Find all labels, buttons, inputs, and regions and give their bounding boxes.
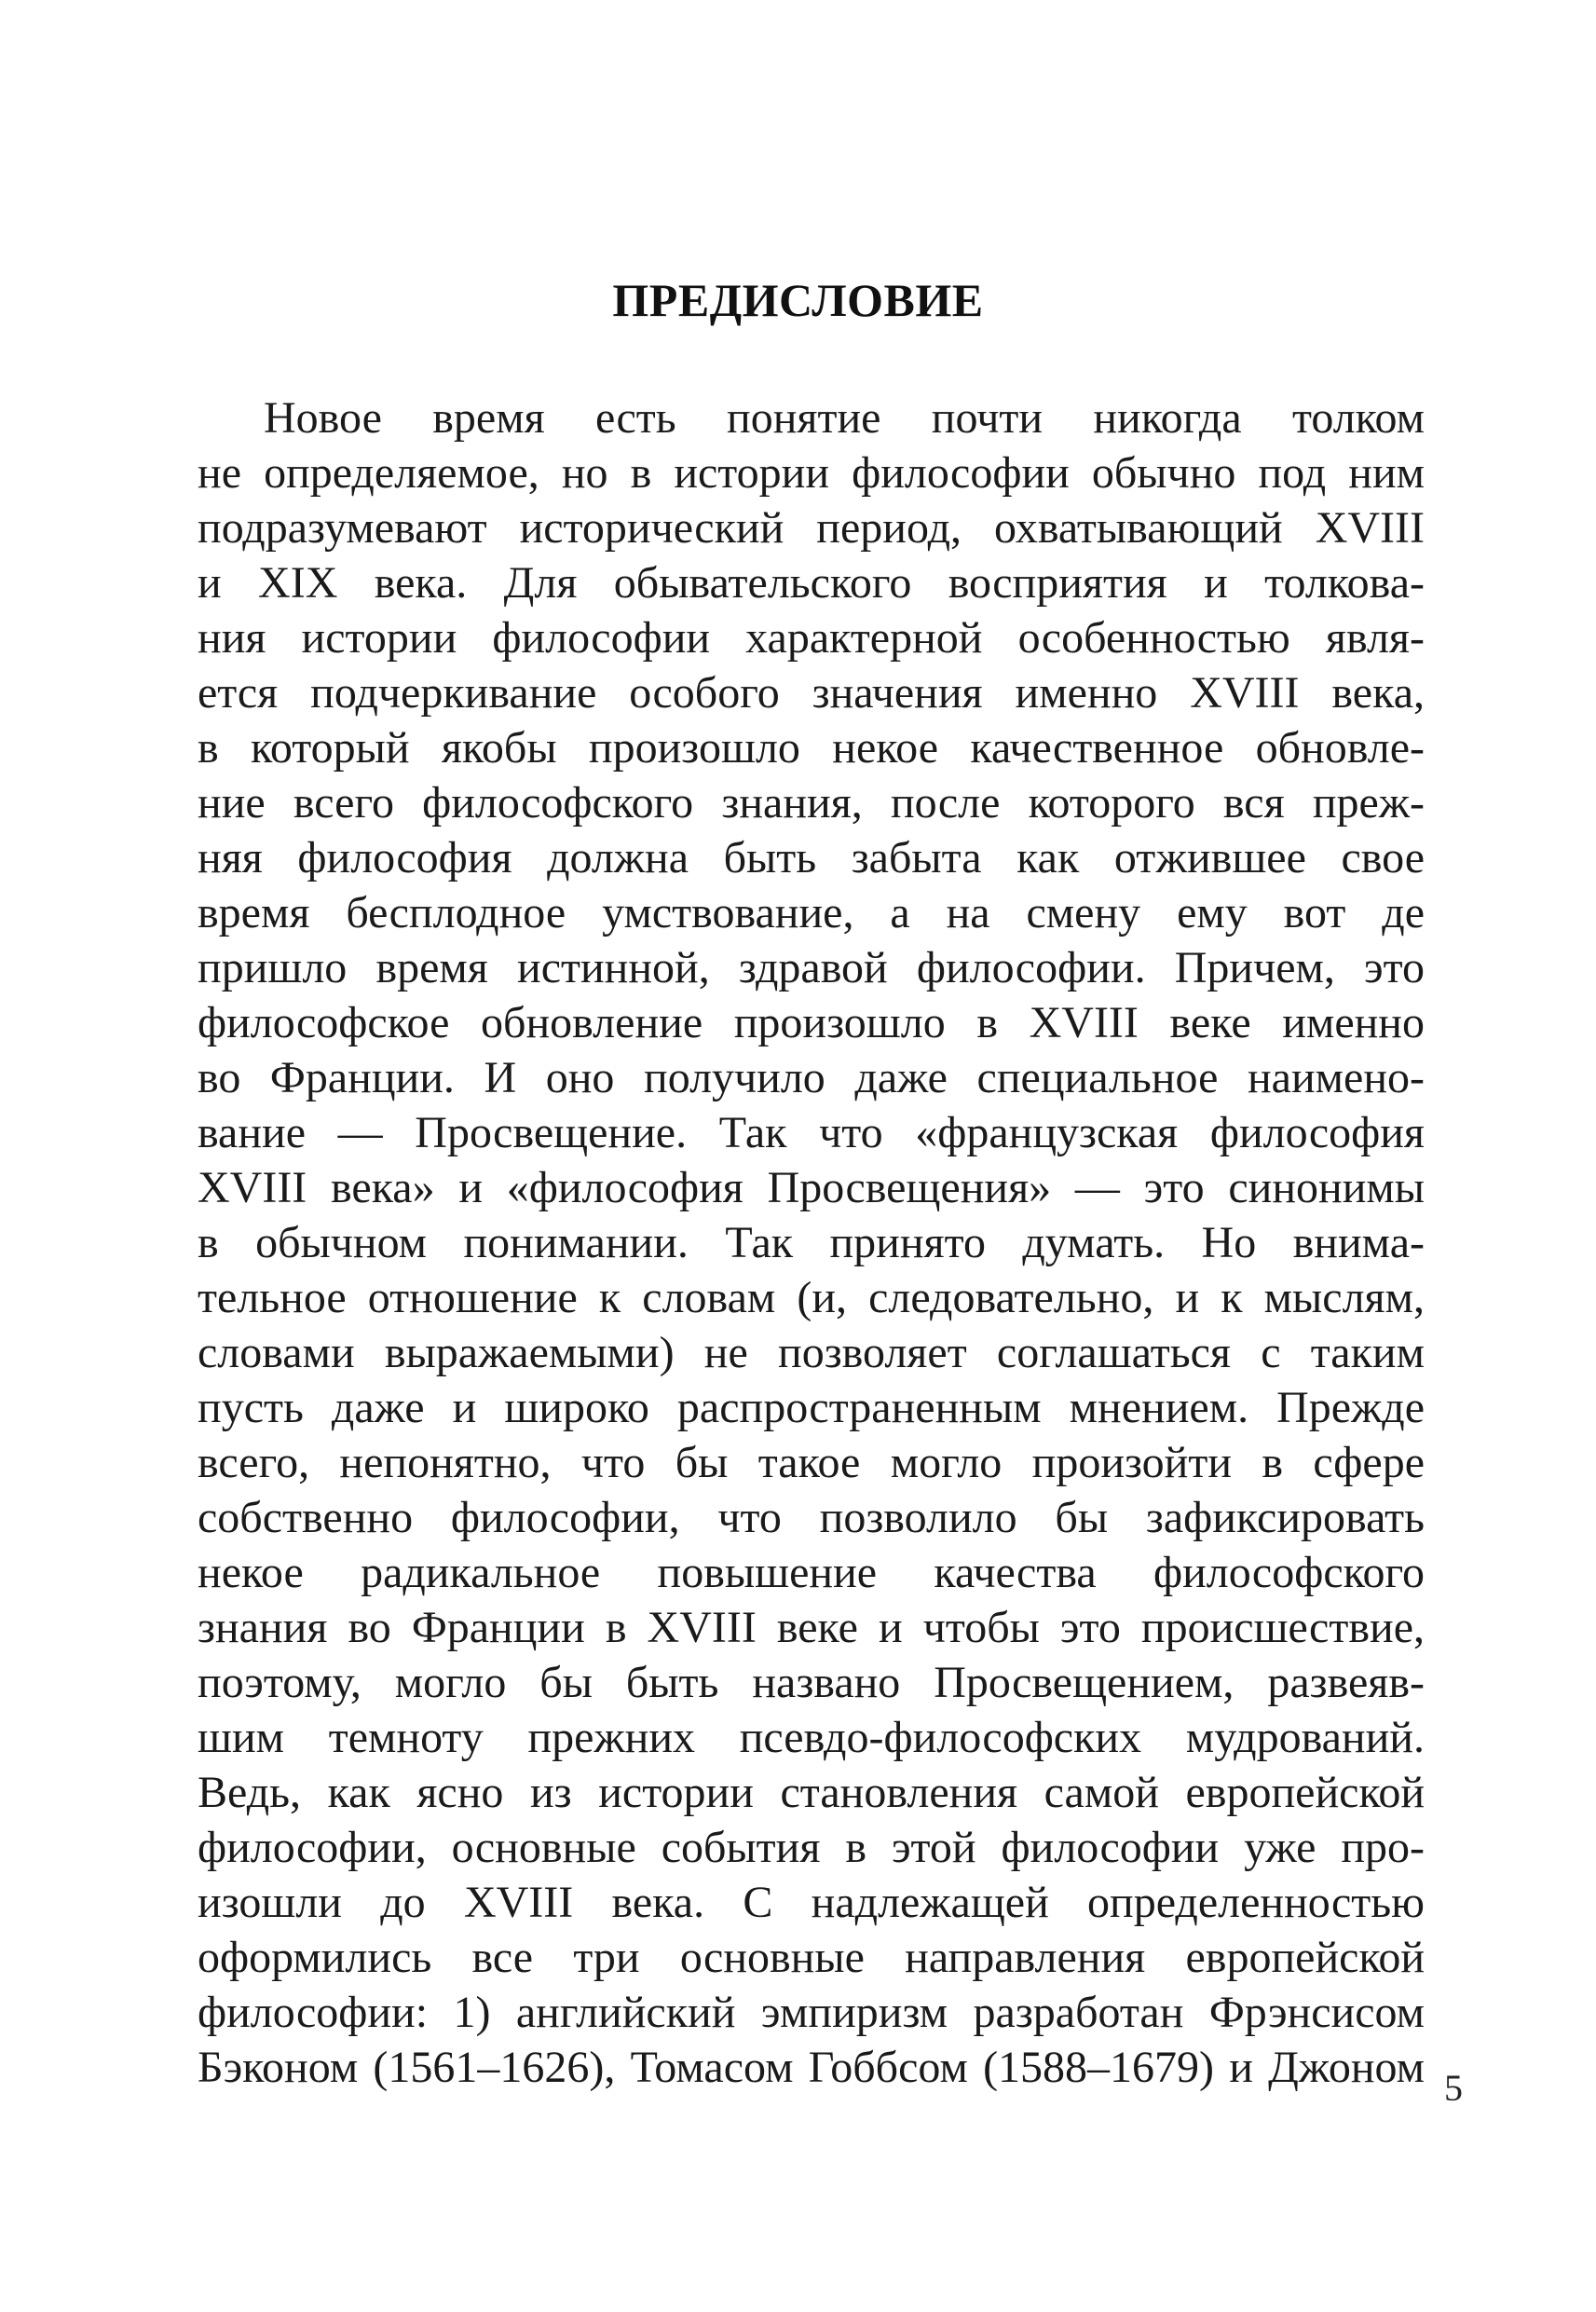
text-line: философское обновление произошло в XVIII веке именно (198, 998, 1425, 1047)
text-line: вание — Просвещение. Так что «французская философия (198, 1108, 1425, 1157)
text-line: ется подчеркивание особого значения именно XVIII века, (198, 668, 1425, 718)
text-line: пусть даже и широко распространенным мнением. Прежде (198, 1383, 1425, 1432)
text-line: изошли до XVIII века. С надлежащей определенностью (198, 1878, 1425, 1927)
text-line: Бэконом (1561–1626), Томасом Гоббсом (1588–1679) и Джоном (198, 2043, 1425, 2092)
text-line: поэтому, могло бы быть названо Просвещением, развеяв- (198, 1658, 1425, 1707)
text-line: собственно философии, что позволило бы зафиксировать (198, 1493, 1425, 1542)
text-line: ние всего философского знания, после которого вся преж- (198, 778, 1425, 828)
text-line: и XIX века. Для обывательского восприятия и толкова- (198, 558, 1425, 608)
text-line: Ведь, как ясно из истории становления самой европейской (198, 1768, 1425, 1817)
text-line: в обычном понимании. Так принято думать. Но внима- (198, 1218, 1425, 1267)
text-line: оформились все три основные направления европейской (198, 1933, 1425, 1982)
text-line: пришло время истинной, здравой философии. Причем, это (198, 943, 1425, 992)
text-line: няя философия должна быть забыта как отжившее свое (198, 833, 1425, 882)
text-line: философии, основные события в этой философии уже про- (198, 1823, 1425, 1872)
text-line: в который якобы произошло некое качественное обновле- (198, 723, 1425, 773)
text-line: всего, непонятно, что бы такое могло произойти в сфере (198, 1438, 1425, 1487)
text-line: знания во Франции в XVIII веке и чтобы это происшествие, (198, 1603, 1425, 1652)
page-number: 5 (1444, 2067, 1463, 2109)
text-line: подразумевают исторический период, охватывающий XVIII (198, 503, 1425, 553)
body-text (198, 390, 1425, 2095)
text-line: шим темноту прежних псевдо-философских мудрований. (198, 1713, 1425, 1762)
text-line: некое радикальное повышение качества философского (198, 1548, 1425, 1597)
text-line: время бесплодное умствование, а на смену ему вот де (198, 888, 1425, 937)
text-line: Новое время есть понятие почти никогда толком (264, 393, 1425, 443)
text-line: философии: 1) английский эмпиризм разработан Фрэнсисом (198, 1988, 1425, 2037)
text-line: ния истории философии характерной особенностью явля- (198, 613, 1425, 663)
text-line: во Франции. И оно получило даже специальное наимено- (198, 1053, 1425, 1102)
text-line: словами выражаемыми) не позволяет соглашаться с таким (198, 1328, 1425, 1377)
text-line: не определяемое, но в истории философии обычно под ним (198, 448, 1425, 498)
text-line: XVIII века» и «философия Просвещения» — это синонимы (198, 1163, 1425, 1212)
text-line: тельное отношение к словам (и, следовательно, и к мыслям, (198, 1273, 1425, 1322)
page-title: ПРЕДИСЛОВИЕ (612, 274, 984, 326)
